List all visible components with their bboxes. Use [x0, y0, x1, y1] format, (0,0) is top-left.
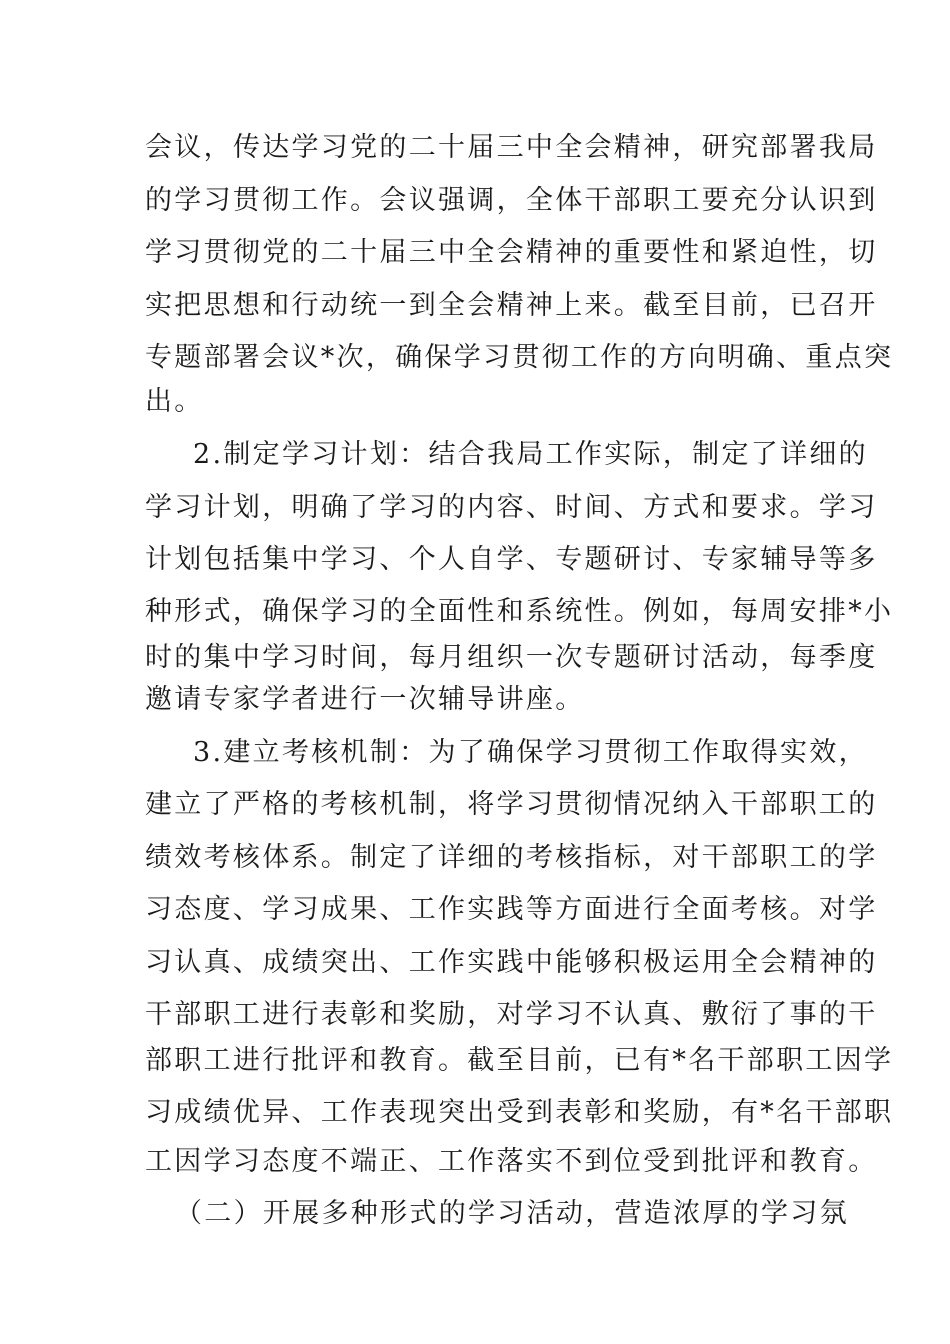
text-line: 邀请专家学者进行一次辅导讲座。	[145, 684, 585, 715]
paragraph-3-heading-line: 3.建立考核机制：为了确保学习贯彻工作取得实效，	[193, 737, 868, 768]
text-line: 工因学习态度不端正、工作落实不到位受到批评和教育。	[145, 1146, 878, 1177]
text-line: 时的集中学习时间，每月组织一次专题研讨活动，每季度	[145, 642, 878, 673]
text-line: 计划包括集中学习、个人自学、专题研讨、专家辅导等多	[145, 544, 878, 575]
text-line: 绩效考核体系。制定了详细的考核指标，对干部职工的学	[145, 842, 878, 873]
text-line: 部职工进行批评和教育。截至目前，已有*名干部职工因学	[145, 1045, 894, 1076]
text-line: 干部职工进行表彰和奖励，对学习不认真、敷衍了事的干	[145, 999, 878, 1030]
text-line: 学习贯彻党的二十届三中全会精神的重要性和紧迫性，切	[145, 237, 878, 268]
text-line: 会议，传达学习党的二十届三中全会精神，研究部署我局	[145, 132, 878, 163]
text-line: 建立了严格的考核机制，将学习贯彻情况纳入干部职工的	[145, 789, 878, 820]
paragraph-2-heading-line: 2.制定学习计划：结合我局工作实际，制定了详细的	[193, 439, 868, 470]
section-heading-line: （二）开展多种形式的学习活动，营造浓厚的学习氛	[175, 1198, 849, 1229]
text-line: 专题部署会议*次，确保学习贯彻工作的方向明确、重点突	[145, 342, 894, 373]
text-line: 出。	[145, 386, 204, 417]
text-line: 实把思想和行动统一到全会精神上来。截至目前，已召开	[145, 290, 878, 321]
text-line: 种形式，确保学习的全面性和系统性。例如，每周安排*小	[145, 596, 894, 627]
text-line: 习成绩优异、工作表现突出受到表彰和奖励，有*名干部职	[145, 1097, 894, 1128]
text-line: 习认真、成绩突出、工作实践中能够积极运用全会精神的	[145, 947, 878, 978]
text-line: 学习计划，明确了学习的内容、时间、方式和要求。学习	[145, 492, 878, 523]
text-line: 的学习贯彻工作。会议强调，全体干部职工要充分认识到	[145, 185, 878, 216]
text-line: 习态度、学习成果、工作实践等方面进行全面考核。对学	[145, 894, 878, 925]
